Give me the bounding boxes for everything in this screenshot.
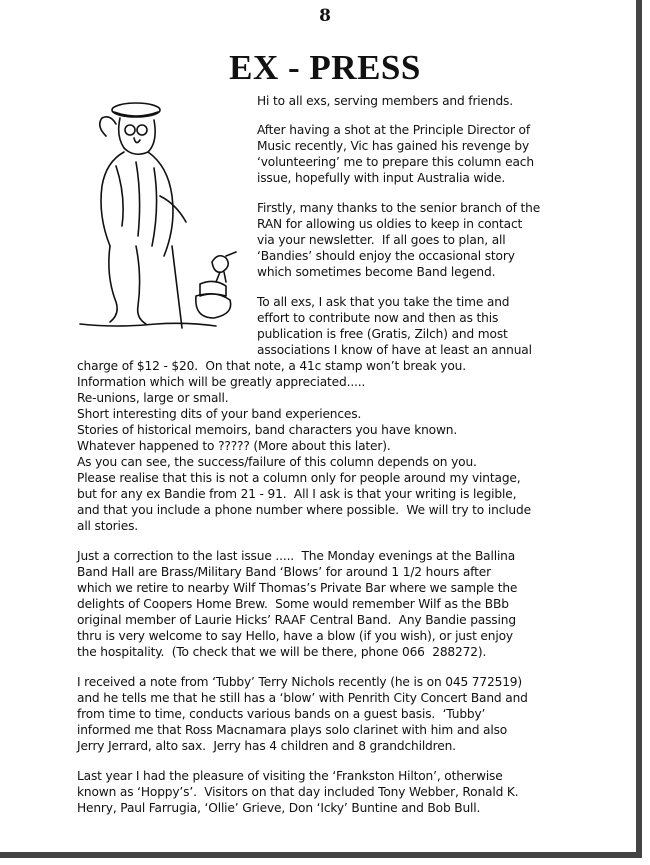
text-line: but for any ex Bandie from 21 - 91. All I ask is that your writing is legible, [77,487,517,501]
text-line: Henry, Paul Farrugia, ‘Ollie’ Grieve, Don ‘Icky’ Buntine and Bob Bull. [77,801,481,815]
text-line: Short interesting dits of your band experiences. [77,407,362,421]
text-line: which we retire to nearby Wilf Thomas’s Private Bar where we sample the [77,581,518,595]
page-number: 8 [319,6,331,26]
text-line: the hospitality. (To check that we will be there, phone 066 288272). [77,645,487,659]
text-line: Hi to all exs, serving members and friends. [257,94,513,108]
text-line: issue, hopefully with input Australia wide. [257,171,506,185]
text-line: effort to contribute now and then as this [257,311,499,325]
text-line: Information which will be greatly appreciated..... [77,375,366,389]
text-line: Firstly, many thanks to the senior branch of the [257,201,541,215]
text-line: informed me that Ross Macnamara plays solo clarinet with him and also [77,723,508,737]
text-line: and that you include a phone number where possible. We will try to include [77,503,531,517]
text-line: which sometimes become Band legend. [257,265,496,279]
text-line: charge of $12 - $20. On that note, a 41c stamp won’t break you. [77,359,466,373]
text-line: After having a shot at the Principle Director of [257,123,531,137]
text-line: Band Hall are Brass/Military Band ‘Blows’ for around 1 1/2 hours after [77,565,491,579]
text-line: Jerry Jerrard, alto sax. Jerry has 4 children and 8 grandchildren. [77,739,456,753]
text-line: Re-unions, large or small. [77,391,229,405]
text-line: from time to time, conducts various bands on a guest basis. ‘Tubby’ [77,707,486,721]
text-line: and he tells me that he still has a ‘blow’ with Penrith City Concert Band and [77,691,528,705]
text-line: As you can see, the success/failure of this column depends on you. [77,455,477,469]
cartoon-illustration [76,96,251,334]
text-line: via your newsletter. If all goes to plan, all [257,233,506,247]
text-line: To all exs, I ask that you take the time and [257,295,510,309]
text-line: ‘Bandies’ should enjoy the occasional story [257,249,515,263]
text-line: associations I know of have at least an annual [257,343,532,357]
text-line: thru is very welcome to say Hello, have a blow (if you wish), or just enjoy [77,629,513,643]
text-line: ‘volunteering’ me to prepare this column each [257,155,534,169]
text-line: Music recently, Vic has gained his revenge by [257,139,530,153]
text-line: delights of Coopers Home Brew. Some would remember Wilf as the BBb [77,597,509,611]
text-line: publication is free (Gratis, Zilch) and most [257,327,508,341]
text-line: known as ‘Hoppy’s’. Visitors on that day included Tony Webber, Ronald K. [77,785,519,799]
text-line: RAN for allowing us oldies to keep in contact [257,217,523,231]
text-line: Stories of historical memoirs, band characters you have known. [77,423,458,437]
text-line: original member of Laurie Hicks’ RAAF Central Band. Any Bandie passing [77,613,516,627]
text-line: Please realise that this is not a column only for people around my vintage, [77,471,521,485]
text-line: Just a correction to the last issue ..... The Monday evenings at the Ballina [77,549,516,563]
text-line: all stories. [77,519,139,533]
text-line: I received a note from ‘Tubby’ Terry Nichols recently (he is on 045 772519) [77,675,523,689]
text-line: Whatever happened to ????? (More about this later). [77,439,391,453]
text-line: Last year I had the pleasure of visiting the ‘Frankston Hilton’, otherwise [77,769,503,783]
page-title: EX - PRESS [229,48,421,87]
